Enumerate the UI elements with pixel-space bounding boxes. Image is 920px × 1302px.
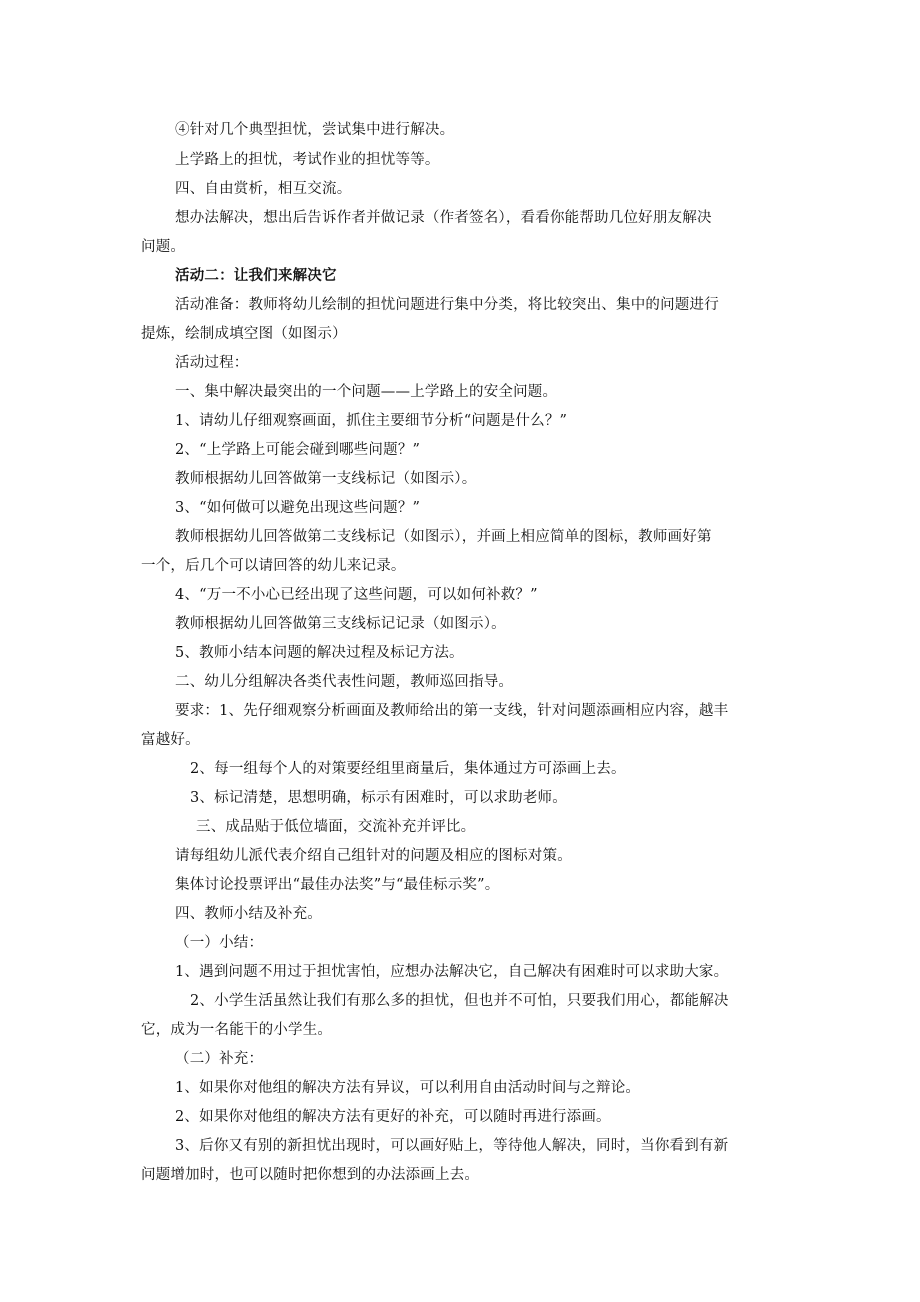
text-line: 三、成品贴于低位墙面，交流补充并评比。	[196, 819, 476, 835]
text-line: （二）补充：	[175, 1051, 264, 1067]
text-line: 3、标记清楚，思想明确，标示有困难时，可以求助老师。	[190, 790, 567, 806]
text-line: 请每组幼儿派代表介绍自己组针对的问题及相应的图标对策。	[175, 848, 572, 864]
text-line: 2、每一组每个人的对策要经组里商量后，集体通过方可添画上去。	[190, 761, 626, 777]
text-line: 四、自由赏析，相互交流。	[175, 181, 352, 197]
text-line: 提炼，绘制成填空图（如图示）	[141, 326, 347, 342]
text-line: 富越好。	[141, 732, 200, 748]
text-line: 5、教师小结本问题的解决过程及标记方法。	[175, 645, 464, 661]
text-line: 集体讨论投票评出“最佳办法奖”与“最佳标示奖”。	[175, 877, 500, 893]
text-line: 活动准备：教师将幼儿绘制的担忧问题进行集中分类，将比较突出、集中的问题进行	[175, 297, 719, 313]
text-line: 4、“万一不小心已经出现了这些问题，可以如何补救？”	[175, 587, 538, 603]
text-line: ④针对几个典型担忧，尝试集中进行解决。	[175, 122, 455, 138]
section-heading: 活动二：让我们来解决它	[175, 267, 337, 284]
text-line: 要求：1、先仔细观察分析画面及教师给出的第一支线，针对问题添画相应内容，越丰	[175, 703, 729, 719]
text-line: 2、“上学路上可能会碰到哪些问题？”	[175, 442, 421, 458]
text-line: 一个，后几个可以请回答的幼儿来记录。	[141, 558, 406, 574]
text-line: 2、如果你对他组的解决方法有更好的补充，可以随时再进行添画。	[175, 1109, 611, 1125]
text-line: 教师根据幼儿回答做第二支线标记（如图示），并画上相应简单的图标，教师画好第	[175, 529, 712, 545]
text-line: 3、后你又有别的新担忧出现时，可以画好贴上，等待他人解决，同时，当你看到有新	[175, 1138, 729, 1154]
text-line: 活动过程：	[175, 355, 249, 371]
text-line: 1、请幼儿仔细观察画面，抓住主要细节分析“问题是什么？”	[175, 413, 568, 429]
text-line: 2、小学生活虽然让我们有那么多的担忧，但也并不可怕，只要我们用心，都能解决	[190, 993, 729, 1009]
text-line: 想办法解决，想出后告诉作者并做记录（作者签名），看看你能帮助几位好朋友解决	[175, 210, 712, 226]
text-line: 教师根据幼儿回答做第一支线标记（如图示）。	[175, 471, 477, 487]
text-line: （一）小结：	[175, 935, 264, 951]
text-line: 1、如果你对他组的解决方法有异议，可以利用自由活动时间与之辩论。	[175, 1080, 641, 1096]
text-line: 问题。	[141, 239, 186, 255]
text-line: 教师根据幼儿回答做第三支线标记记录（如图示）。	[175, 616, 506, 632]
text-line: 它，成为一名能干的小学生。	[141, 1022, 333, 1038]
text-line: 四、教师小结及补充。	[175, 906, 322, 922]
text-line: 二、幼儿分组解决各类代表性问题，教师巡回指导。	[175, 674, 514, 690]
text-line: 1、遇到问题不用过于担忧害怕，应想办法解决它，自己解决有困难时可以求助大家。	[175, 964, 729, 980]
text-line: 3、“如何做可以避免出现这些问题？”	[175, 500, 421, 516]
text-line: 上学路上的担忧，考试作业的担忧等等。	[175, 152, 440, 168]
text-line: 一、集中解决最突出的一个问题——上学路上的安全问题。	[175, 384, 558, 400]
text-line: 问题增加时，也可以随时把你想到的办法添画上去。	[141, 1167, 480, 1183]
